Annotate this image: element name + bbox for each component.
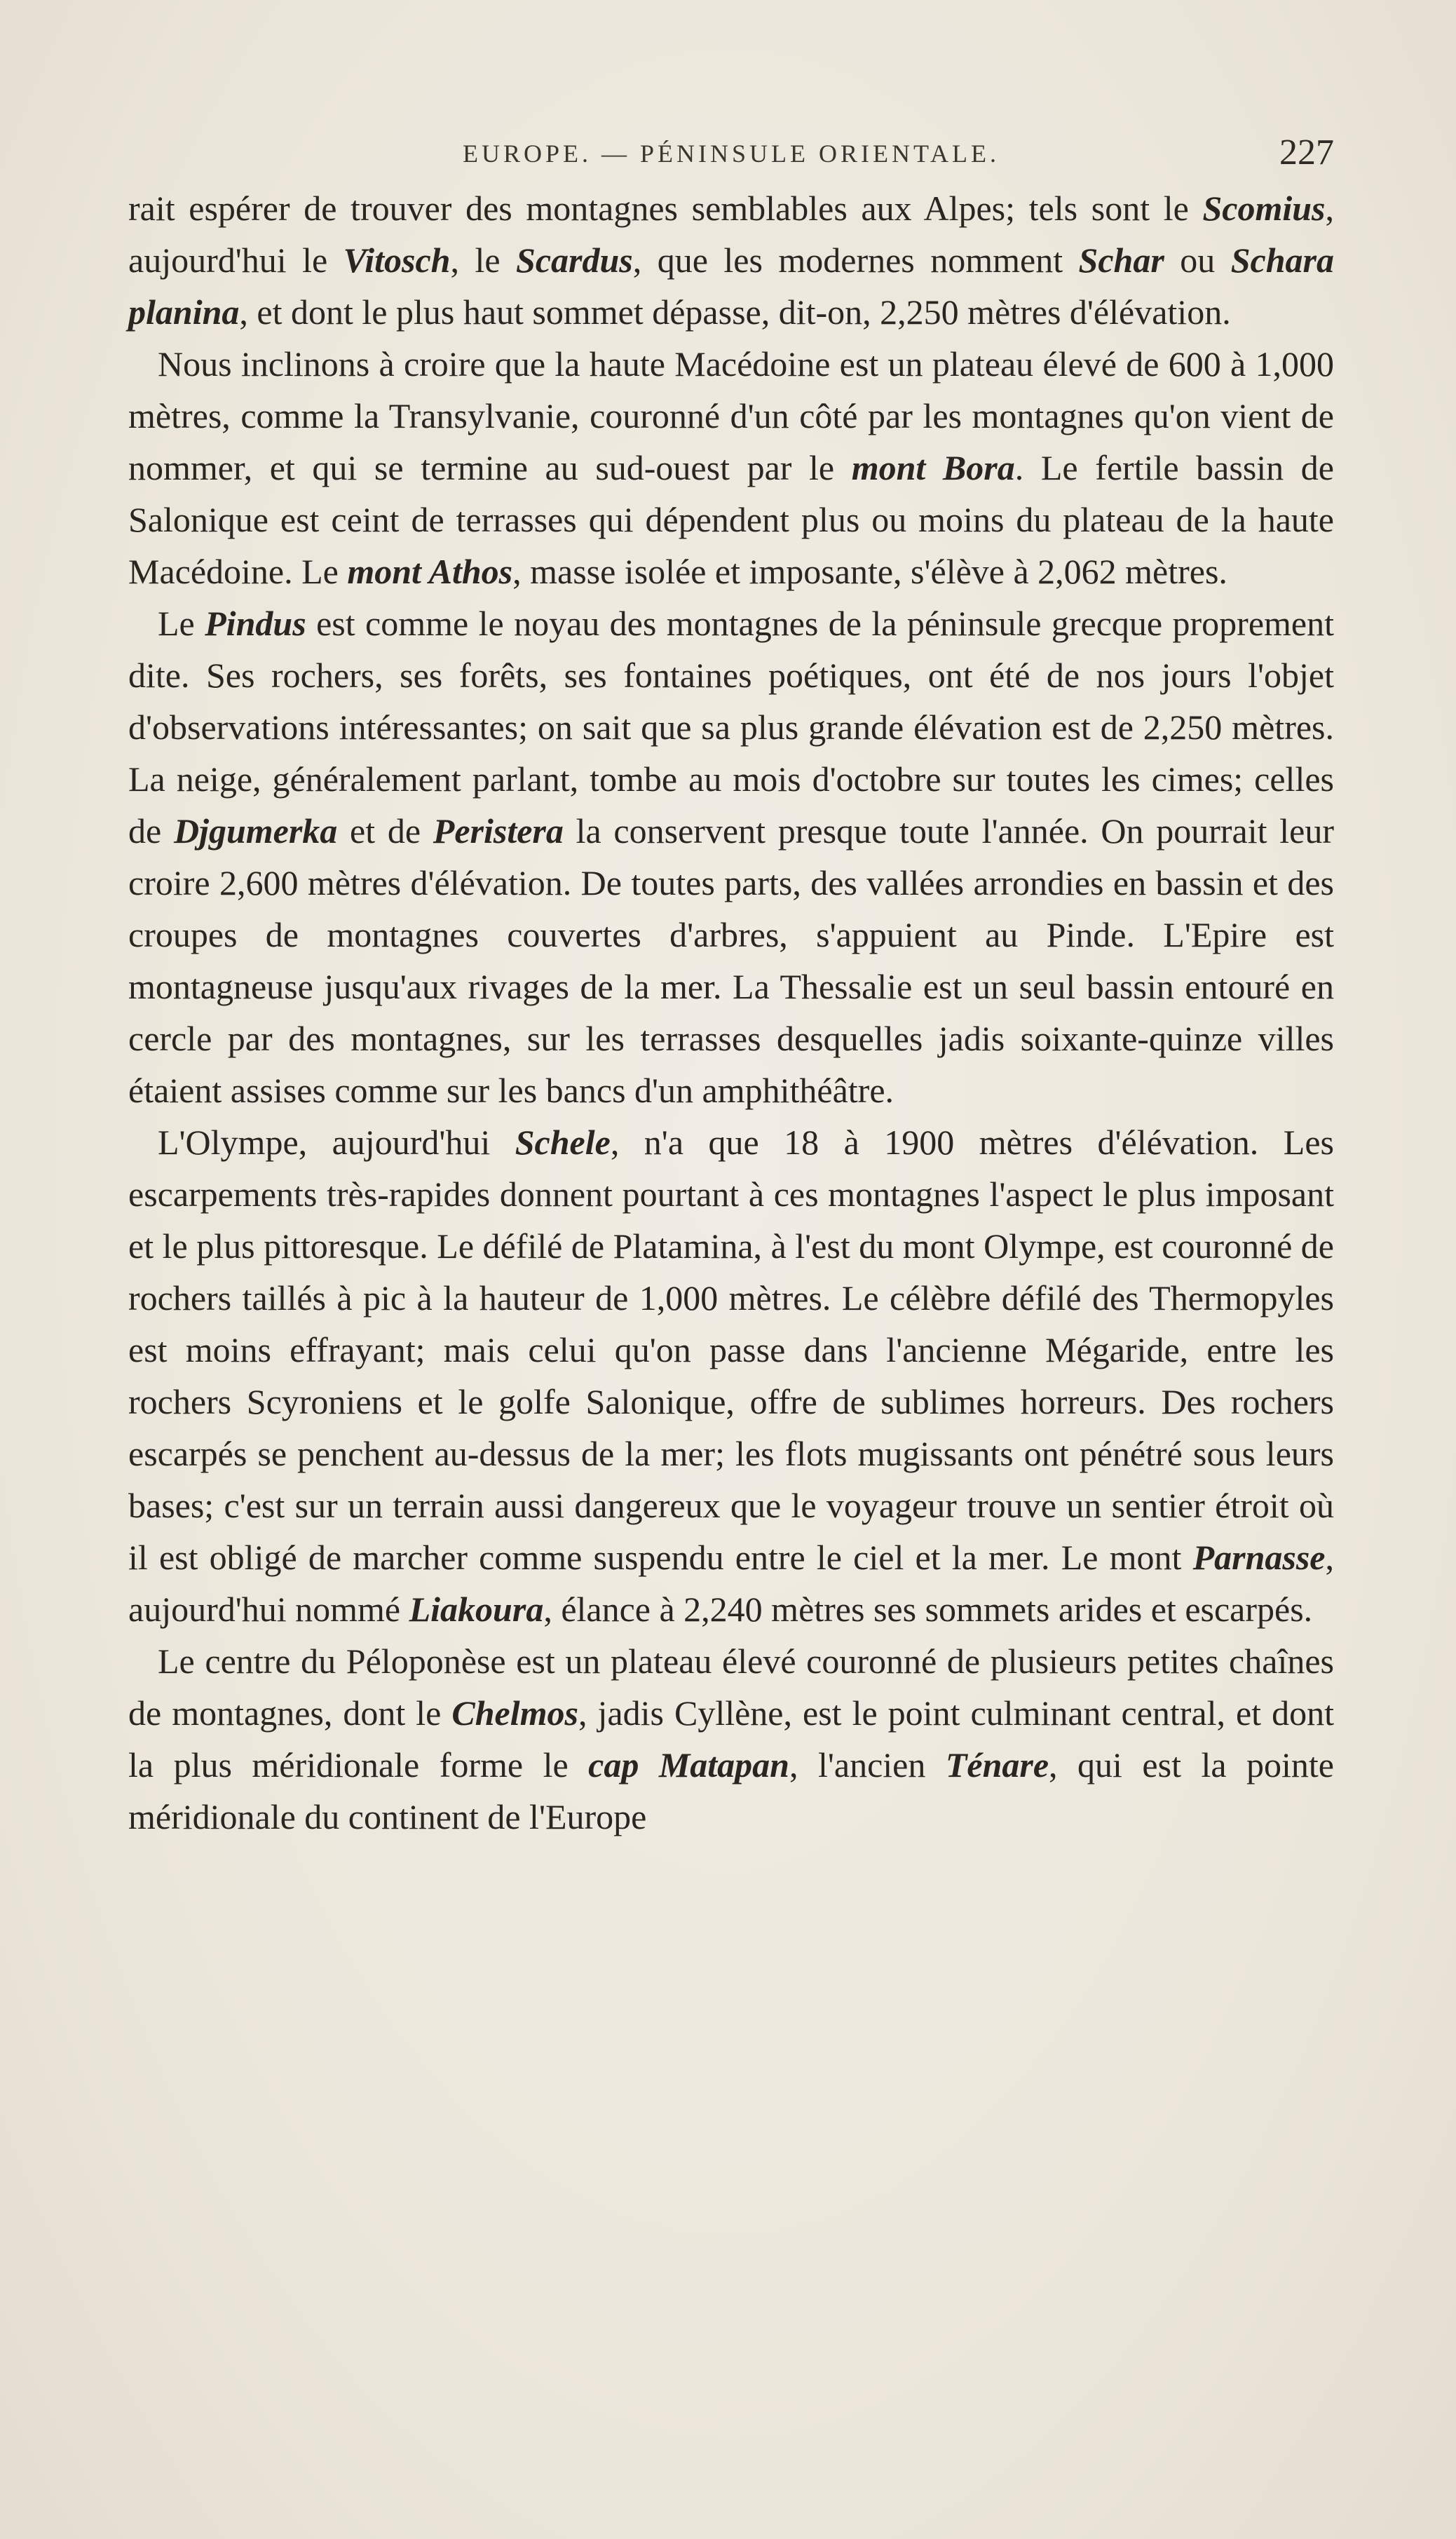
text-run: . Le fertile bassin de Salonique est ceint de terrasses qui dépendent plus ou moins du plateau de la haute Macédoine. Le [128,448,1334,591]
place-name: cap Matapan [588,1745,789,1785]
text-run: , qui est la pointe méridionale du continent de l'Europe [128,1745,1334,1836]
text-run: est comme le noyau des montagnes de la péninsule grecque proprement dite. Ses rochers, ses forêts, ses fontaines poétiques, ont été de nos jours l'objet d'observations intéressantes; on sait que sa plus grande élévation est de 2,250 mètres. La neige, généralement parlant, tombe au mois d'octobre sur toutes les cimes; celles de [128,604,1334,851]
text-run: , le [450,241,517,280]
text-run: , n'a que 18 à 1900 mètres d'élévation. Les escarpements très-rapides donnent pourtant à ces montagnes l'aspect le plus imposant et le plus pittoresque. Le défilé de Platamina, à l'est du mont Olympe, est couronné de rochers taillés à pic à la hauteur de 1,000 mètres. Le célèbre défilé des Thermopyles est moins effrayant; mais celui qu'on passe dans l'ancienne Mégaride, entre les rochers Scyroniens et le golfe Salonique, offre de sublimes horreurs. Des rochers escarpés se penchent au-dessus de la mer; les flots mugissants ont pénétré sous leurs bases; c'est sur un terrain aussi dangereux que le voyageur trouve un sentier étroit où il est obligé de marcher comme suspendu entre le ciel et la mer. Le mont [128,1123,1334,1577]
place-name: Peristera [433,811,564,851]
text-run: , que les modernes nomment [632,241,1079,280]
paragraph [128,1635,1334,1843]
text-run: , aujourd'hui le [128,189,1334,280]
place-name: Scardus [516,241,633,280]
text-run: Nous inclinons à croire que la haute Macédoine est un plateau élevé de 600 à 1,000 mètres, comme la Transylvanie, couronné d'un côté par les montagnes qu'on vient de nommer, et qui se termine au sud-ouest par le [128,344,1334,487]
text-run: et de [337,811,433,851]
running-head: EUROPE. — PÉNINSULE ORIENTALE. [462,140,1000,168]
place-name: Scomius [1202,189,1326,228]
paragraph [128,338,1334,597]
place-name: Chelmos [451,1693,578,1733]
text-run: rait espérer de trouver des montagnes semblables aux Alpes; tels sont le [128,189,1203,228]
place-name: Djgumerka [173,811,338,851]
page-number: 227 [1279,133,1334,172]
paragraph [128,1116,1334,1635]
text-run: , masse isolée et imposante, s'élève à 2,062 mètres. [512,552,1227,591]
text-run: la conservent presque toute l'année. On pourrait leur croire 2,600 mètres d'élévation. De toutes parts, des vallées arrondies en bassin et des croupes de montagnes couvertes d'arbres, s'appuient au Pinde. L'Epire est montagneuse jusqu'aux rivages de la mer. La Thessalie est un seul bassin entouré en cercle par des montagnes, sur les terrasses desquelles jadis soixante-quinze villes étaient assises comme sur les bancs d'un amphithéâtre. [128,811,1334,1110]
place-name: Vitosch [343,241,451,280]
body-text [128,182,1334,1843]
text-run: , aujourd'hui nommé [128,1538,1334,1629]
place-name: Pindus [205,604,306,643]
place-name: Parnasse [1192,1538,1326,1577]
place-name: mont Bora [851,448,1015,487]
text-run: , jadis Cyllène, est le point culminant central, et dont la plus méridionale forme le [128,1693,1334,1785]
text-run: , l'ancien [789,1745,946,1785]
place-name: Schar [1078,241,1164,280]
text-run: , et dont le plus haut sommet dépasse, dit-on, 2,250 mètres d'élévation. [239,292,1231,332]
text-run: , élance à 2,240 mètres ses sommets arides et escarpés. [543,1590,1313,1629]
place-name: Liakoura [409,1590,544,1629]
place-name: Schele [515,1123,611,1162]
paragraph [128,182,1334,338]
page-header [128,132,1334,181]
text-run: L'Olympe, aujourd'hui [158,1123,515,1162]
place-name: Schara planina [128,241,1335,332]
text-run: Le [158,604,205,643]
place-name: mont Athos [347,552,513,591]
place-name: Ténare [945,1745,1049,1785]
text-run: Le centre du Péloponèse est un plateau élevé couronné de plusieurs petites chaînes de montagnes, dont le [128,1641,1334,1733]
text-run: ou [1164,241,1231,280]
paragraph [128,597,1334,1116]
